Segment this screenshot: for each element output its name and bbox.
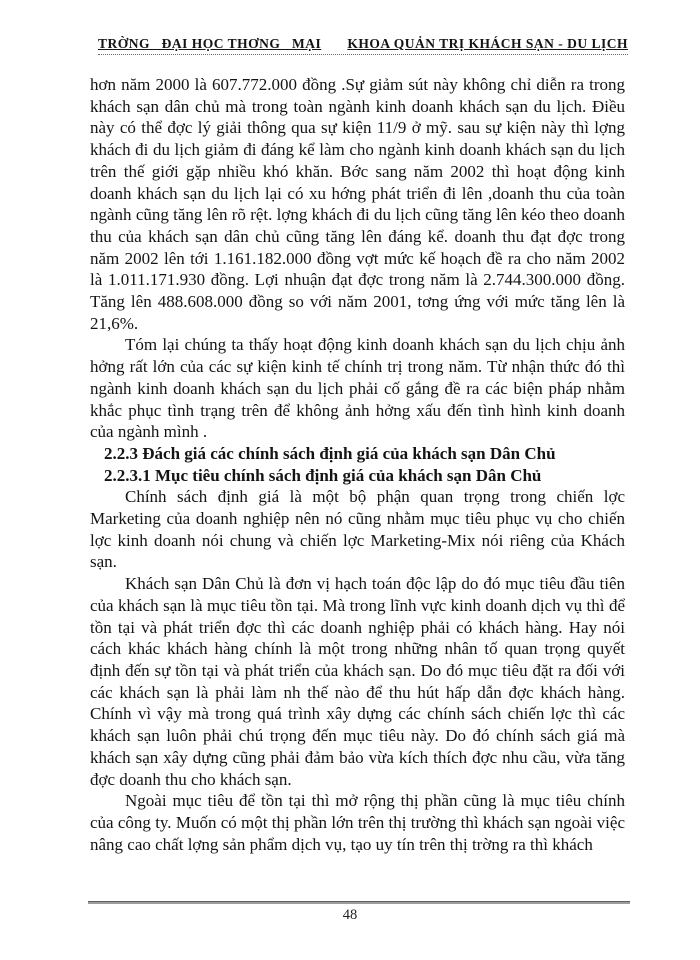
page-number: 48	[342, 907, 358, 923]
section-heading: 2.2.3 Đách giá các chính sách định giá của khách sạn Dân Chủ	[104, 443, 556, 463]
page-header	[98, 36, 628, 55]
paragraph: Khách sạn Dân Chủ là đơn vị hạch toán độc lập do đó mục tiêu đầu tiên của khách sạn là mục tiêu tồn tại. Mà trong lĩnh vực kinh doanh dịch vụ thì để tồn tại và phát triển đợc thì các doanh nghiệp phải có khách hàng. Hay nói cách khác khách hàng chính là một trong những nhân tố quan trọng quyết định đến sự tồn tại và phát triển của khách sạn. Do đó mục tiêu đặt ra đối với các khách sạn là phải làm nh thế nào để thu hút hấp dẫn đợc khách hàng. Chính vì vậy mà trong quá trình xây dựng các chính sách chiến lợc thì các khách sạn luôn phải chú trọng đến mục tiêu này. Do đó chính sách giá mà khách sạn xây dựng cũng phải đảm bảo vừa kích thích đợc nhu cầu, vừa tăng đợc doanh thu cho khách sạn.	[90, 574, 625, 789]
header-right-title: KHOA QUẢN TRỊ KHÁCH SẠN - DU LỊCH	[347, 36, 628, 51]
paragraph: Ngoài mục tiêu để tồn tại thì mở rộng thị phần cũng là mục tiêu chính của công ty. Muốn có một thị phần lớn trên thị trường thì khách sạn ngoài việc nâng cao chất lợng sản phẩm dịch vụ, tạo uy tín trên thị trờng ra thì khách	[90, 791, 625, 854]
section-heading: 2.2.3.1 Mục tiêu chính sách định giá của khách sạn Dân Chủ	[104, 465, 542, 485]
footer-divider	[88, 901, 630, 904]
header-left-title: TRỜNG ĐẠI HỌC THƠNG MẠI	[98, 36, 322, 51]
paragraph: hơn năm 2000 là 607.772.000 đồng .Sự giảm sút này không chỉ diễn ra trong khách sạn dân chủ mà trong toàn ngành kinh doanh khách sạn du lịch. Điều này có thể đợc lý giải thông qua sự kiện 11/9 ở mỹ. sau sự kiện này thì lợng khách đi du lịch giảm đi đáng kể làm cho ngành kinh doanh khách sạn du lịch trên thế giới gặp nhiều khó khăn. Bớc sang năm 2002 thì hoạt động kinh doanh khách sạn du lịch lại có xu hớng phát triển đi lên ,doanh thu của toàn ngành cũng tăng lên rõ rệt. lợng khách đi du lịch cũng tăng lên kéo theo doanh thu của khách sạn dân chủ cũng tăng lên đáng kể. doanh thu đạt đợc trong năm 2002 lên tới 1.161.182.000 đồng vợt mức kế hoạch đề ra cho năm 2002 là 1.011.171.930 đồng. Lợi nhuận đạt đợc trong năm là 2.744.300.000 đồng. Tăng lên 488.608.000 đồng so với năm 2001, tơng ứng với mức tăng lên là 21,6%.	[90, 75, 625, 333]
paragraph: Tóm lại chúng ta thấy hoạt động kinh doanh khách sạn du lịch chịu ảnh hởng rất lớn của các sự kiện kinh tế chính trị trong năm. Từ nhận thức đó thì ngành kinh doanh khách sạn du lịch phải cố gắng đề ra các biện pháp nhằm khắc phục tình trạng trên để không ảnh hởng xấu đến tình hình kinh doanh của ngành mình .	[90, 335, 625, 442]
document-body	[90, 74, 625, 855]
paragraph: Chính sách định giá là một bộ phận quan trọng trong chiến lợc Marketing của doanh nghiệp nên nó cũng nhằm mục tiêu phục vụ cho chiến lợc kinh doanh nói chung và chiến lợc Marketing-Mix nói riêng của Khách sạn.	[90, 487, 625, 572]
